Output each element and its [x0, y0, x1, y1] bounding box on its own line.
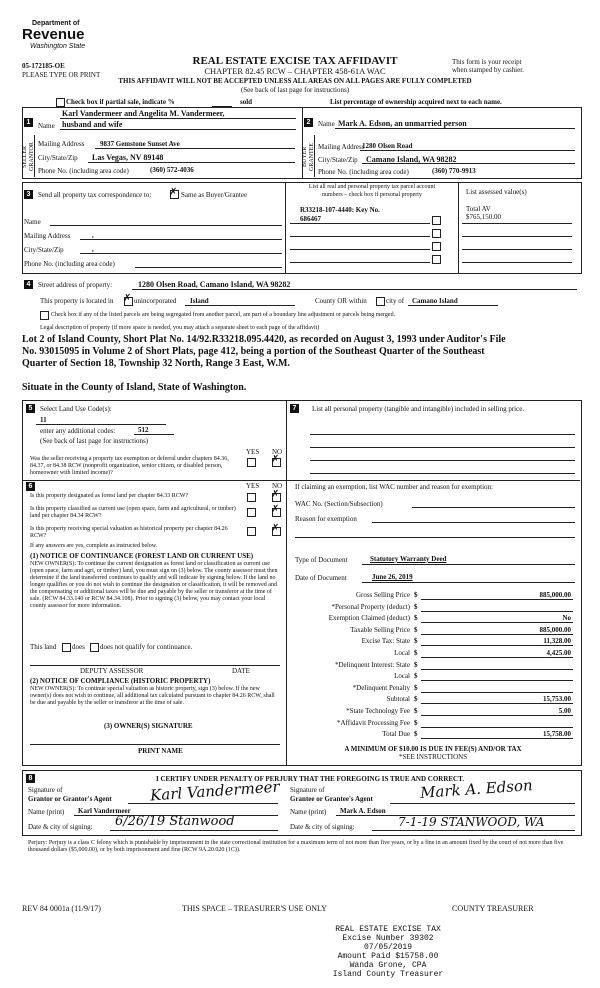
unincorporated-check-mark: ✗ — [123, 293, 132, 304]
section-8-number: 8 — [26, 774, 35, 783]
tax-row — [288, 602, 578, 613]
total-av-value[interactable]: $765,150.00 — [466, 213, 501, 221]
tax-row — [288, 590, 578, 601]
buyer-name[interactable]: Mark A. Edson, an unmarried person — [338, 119, 467, 128]
tax-row — [288, 718, 578, 729]
exemption-yes-checkbox[interactable] — [247, 458, 256, 467]
section-1-number: 1 — [24, 118, 33, 127]
section5-yes-header: YES — [246, 448, 260, 456]
corr-mailing-label: Mailing Address — [24, 232, 71, 240]
total-av-label: Total AV — [466, 205, 491, 213]
buyer-mailing-label: Mailing Address — [318, 143, 365, 151]
tax-row-dollar: $ — [414, 591, 418, 599]
tax-row — [288, 694, 578, 705]
tax-row-value[interactable]: 885,000.00 — [539, 591, 571, 599]
tax-row — [288, 660, 578, 671]
does-not-label: does not qualify for continuance. — [100, 643, 193, 651]
tax-row-dollar: $ — [414, 672, 418, 681]
stamp-line: Island County Treasurer — [332, 970, 444, 979]
minimum-fee-note: A MINIMUM OF $10.00 IS DUE IN FEE(S) AND/OR TAX — [344, 745, 522, 753]
tax-row-dollar: $ — [414, 660, 418, 669]
forest-yes-checkbox[interactable] — [247, 493, 256, 502]
notice-1-title: (1) NOTICE OF CONTINUANCE (FOREST LAND OR CURRENT USE) — [30, 552, 254, 560]
grantor-date-city[interactable]: 6/26/19 Stanwood — [115, 814, 235, 829]
tax-row-label: Taxable Selling Price — [350, 625, 410, 634]
corr-city-value[interactable]: , — [92, 245, 94, 253]
tax-row-label: *State Technology Fee — [346, 707, 410, 715]
does-label: does — [72, 643, 85, 651]
tax-row-label: Gross Selling Price — [355, 591, 410, 599]
parcel-header-2: numbers – check box if personal property — [322, 192, 422, 198]
stamp-line: Wanda Grone, CPA — [349, 961, 427, 970]
tax-row-label: *Delinquent Interest: State — [334, 660, 410, 669]
personal-property-label: List all personal property (tangible and intangible) included in selling price. — [312, 405, 525, 413]
tax-row-label: Local — [394, 649, 410, 657]
grantee-name-label: Name (print) — [290, 808, 327, 816]
legal-desc-line-1[interactable]: Lot 2 of Island County, Short Plat No. 14/92.R33218.095.4420, as recorded on August 3, 1993 under Auditor's File — [22, 334, 506, 345]
situate-line[interactable]: Situate in the County of Island, State of Washington. — [22, 382, 247, 393]
logo-revenue: Revenue — [22, 26, 85, 43]
buyer-phone[interactable]: (360) 770-9913 — [432, 167, 476, 175]
tax-row-label: Total Due — [382, 730, 410, 739]
treasurer-stamp — [318, 925, 458, 979]
grantor-date-label: Date & city of signing: — [28, 823, 93, 831]
treasurer-use-note: THIS SPACE – TREASURER'S USE ONLY — [182, 904, 327, 913]
receipt-note-1: This form is your receipt — [452, 58, 522, 66]
does-checkbox[interactable] — [62, 643, 71, 652]
seller-mailing[interactable]: 9837 Gemstone Sunset Ave — [100, 140, 180, 148]
doc-type-value[interactable]: Statutory Warranty Deed — [370, 555, 447, 563]
receipt-note-2: when stamped by cashier. — [452, 66, 524, 74]
section5-see-back: (See back of last page for instructions) — [40, 437, 149, 445]
forest-no-check-mark: ✗ — [271, 489, 280, 500]
deputy-assessor-label: DEPUTY ASSESSOR — [80, 667, 144, 675]
tax-row — [288, 683, 578, 694]
corr-mailing-value[interactable]: , — [92, 231, 94, 239]
tax-row-value[interactable]: 5.00 — [558, 707, 571, 715]
doc-date-value[interactable]: June 26, 2019 — [372, 573, 413, 581]
tax-row-label: Exemption Claimed (deduct) — [328, 614, 410, 623]
seller-name-label: Name — [38, 122, 55, 130]
stamp-line: 07/05/2019 — [363, 943, 412, 952]
form-id: 05-172185-OE — [22, 62, 65, 70]
rev-form-number: REV 84 0001a (11/9/17) — [22, 904, 101, 913]
tax-row-dollar: $ — [414, 695, 418, 704]
grantee-signature[interactable]: Mark A. Edson — [419, 776, 534, 802]
doc-date-label: Date of Document — [295, 574, 347, 582]
current-use-question: Is this property classified as current use (open space, farm and agricultural, or timber) land per chapter 84.34 RCW? — [30, 506, 236, 519]
tax-row-value[interactable]: 885,000.00 — [539, 625, 571, 634]
historic-no-check-mark: ✗ — [271, 523, 280, 534]
send-correspondence-label: Send all property tax correspondence to: — [38, 191, 152, 199]
grantee-name-print[interactable]: Mark A. Edson — [340, 807, 386, 815]
corr-city-label: City/State/Zip — [24, 246, 64, 254]
tax-row-dollar: $ — [414, 649, 418, 657]
sold-label: sold — [240, 98, 253, 106]
parcel-1-personal-checkbox[interactable] — [432, 216, 441, 225]
tax-row-value[interactable]: No — [562, 614, 571, 623]
legal-desc-line-2[interactable]: No. 93015095 in Volume 2 of Short Plats, page 412, being a portion of the Southeast Quarter of the Southeast — [22, 346, 485, 357]
legal-desc-label: Legal description of property (if more space is needed, you may attach a separate sheet to each page of the affidavit) — [40, 325, 320, 331]
tax-row-dollar: $ — [414, 718, 418, 727]
revenue-logo — [22, 20, 102, 58]
section-6-number: 6 — [26, 482, 35, 491]
buyer-phone-label: Phone No. (including area code) — [318, 168, 409, 176]
city-of-label: city of — [386, 297, 405, 305]
partial-sale-checkbox[interactable] — [56, 98, 65, 107]
additional-codes-value[interactable]: 512 — [138, 426, 149, 434]
tax-row-value[interactable]: 15,753.00 — [543, 695, 571, 704]
certify-statement: I CERTIFY UNDER PENALTY OF PERJURY THAT THE FOREGOING IS TRUE AND CORRECT. — [155, 775, 464, 783]
parcel-header-1: List all real and personal property tax parcel account — [308, 184, 436, 190]
buyer-name-label: Name — [318, 120, 335, 128]
seller-phone[interactable]: (360) 572-4036 — [150, 166, 194, 174]
form-title: REAL ESTATE EXCISE TAX AFFIDAVIT — [192, 55, 398, 67]
see-instructions-note: *SEE INSTRUCTIONS — [398, 753, 468, 761]
wac-label: WAC No. (Section/Subsection) — [295, 500, 383, 508]
section5-no-header: NO — [272, 448, 283, 456]
buyer-city[interactable]: Camano Island, WA 98282 — [366, 155, 457, 164]
segregated-label: Check box if any of the listed parcels are being segregated from another parcel, are part of a boundary line adjustment or parcels being merged. — [51, 312, 396, 318]
notice-1-body: NEW OWNER(S): To continue the current designation as forest land or classification as current use (open space, farm and agri, or timber) land, you must sign on (3) below. The county assessor must then determine if the land transferred continues to qualify and will indicate by signing below. If the land no longer qualifies or you do not wish to continue the designation or classification, it will be removed and the compensating or additional taxes will be due and payable by the seller or transferor at the time of sale. (RCW 84.33.140 or RCW 84.34.108). Prior to signing (3) below, you may contact your local county assessor for more information. — [30, 561, 278, 609]
tax-row — [288, 671, 578, 682]
tax-row — [288, 729, 578, 740]
tax-row-dollar: $ — [414, 614, 418, 623]
tax-row-value[interactable]: 4,425.00 — [546, 649, 571, 657]
grantee-date-label: Date & city of signing: — [290, 823, 355, 831]
seller-name-1[interactable]: Karl Vandermeer and Angelita M. Vandermeer, — [62, 109, 225, 118]
exemption-no-check-mark: ✗ — [271, 454, 280, 465]
tax-row-label: *Affidavit Processing Fee — [337, 718, 410, 727]
section6-yes-header: YES — [246, 482, 260, 490]
tax-row-dollar: $ — [414, 637, 418, 646]
notice-2-body: NEW OWNER(S): To continue special valuation as historic property, sign (3) below. If the new owner(s) does not wish to continue, all additional tax calculated pursuant to chapter 84.26 RCW, shall be due and payable by the seller or transferor at the time of sale. — [30, 686, 275, 706]
tax-row — [288, 625, 578, 636]
owner-signature-label: (3) OWNER(S) SIGNATURE — [104, 722, 193, 730]
grantor-agent-label: Grantor or Grantor's Agent — [28, 795, 112, 803]
buyer-city-label: City/State/Zip — [318, 156, 358, 164]
ownership-list-label: List percentage of ownership acquired next to each name. — [330, 98, 502, 106]
tax-row-label: Local — [394, 672, 410, 681]
tax-row-value[interactable]: 11,328.00 — [543, 637, 571, 646]
see-back-line: (See back of last page for instructions) — [240, 86, 350, 94]
section-5-number: 5 — [26, 404, 35, 413]
parcel-3-personal-checkbox[interactable] — [432, 242, 441, 251]
stamp-line: Amount Paid $15758.00 — [337, 952, 439, 961]
tax-row-dollar: $ — [414, 683, 418, 692]
any-yes-note: If any answers are yes, complete as instructed below. — [30, 543, 158, 549]
tax-row — [288, 706, 578, 717]
tax-row — [288, 648, 578, 659]
grantor-name-print[interactable]: Karl Vandermeer — [78, 807, 131, 815]
forest-question: Is this property designated as forest land per chapter 84.33 RCW? — [30, 493, 189, 499]
tax-row-dollar: $ — [414, 707, 418, 715]
parcel-4-personal-checkbox[interactable] — [432, 255, 441, 264]
corr-phone-label: Phone No. (including area code) — [24, 260, 115, 268]
stamp-line: REAL ESTATE EXCISE TAX — [335, 925, 441, 934]
tax-row-value[interactable]: 15,758.00 — [543, 730, 571, 739]
tax-row-label: Subtotal — [386, 695, 410, 704]
corr-name-label: Name — [24, 218, 41, 226]
unincorporated-label: unincorporated — [134, 297, 177, 305]
seller-city-label: City/State/Zip — [38, 154, 78, 162]
buyer-mailing[interactable]: 1280 Olsen Road — [362, 142, 413, 150]
stamp-line: Excise Number 39302 — [342, 934, 434, 943]
section-3-number: 3 — [24, 190, 33, 199]
city-of-checkbox[interactable] — [376, 297, 385, 306]
deputy-date-label: DATE — [232, 667, 250, 675]
section-7-number: 7 — [290, 404, 299, 413]
tax-row-label: *Personal Property (deduct) — [331, 602, 410, 611]
current-use-no-check-mark: ✗ — [271, 504, 280, 515]
same-as-buyer-label: Same as Buyer/Grantee — [181, 191, 248, 199]
tax-row-dollar: $ — [414, 602, 418, 611]
located-in-label: This property is located in — [40, 297, 114, 305]
segregated-checkbox[interactable] — [40, 311, 49, 320]
parcel-1a[interactable]: R33218-107-4440: Key No. — [300, 206, 380, 214]
reason-label: Reason for exemption — [295, 515, 357, 523]
county-or-within-label: County OR within — [315, 297, 367, 305]
doc-type-label: Type of Document — [295, 556, 348, 564]
legal-desc-line-3[interactable]: Quarter of Section 18, Township 32 North, Range 3 East, W.M. — [22, 358, 290, 369]
tax-row-label: *Delinquent Penalty — [352, 683, 410, 692]
chapter-line: CHAPTER 82.45 RCW – CHAPTER 458-61A WAC — [204, 66, 386, 76]
print-name-label: PRINT NAME — [138, 747, 183, 755]
land-use-value[interactable]: 11 — [40, 416, 47, 424]
exemption-question: Was the seller receiving a property tax exemption or deferral under chapters 84.36, 84.37, or 84.38 RCW (nonprofit organization, senior citizen, or disabled person, homeowner with limited income)? — [30, 456, 229, 476]
historic-question: Is this property receiving special valuation as historical property per chapter 84.26 RCW? — [30, 526, 228, 539]
type-print-note: PLEASE TYPE OR PRINT — [22, 71, 101, 79]
logo-dept: Department of — [32, 20, 80, 27]
perjury-notice: Perjury: Perjury is a class C felony which is punishable by imprisonment in the state correctional institution for a maximum term of not more than five years, or by a fine in an amount fixed by the court of not more than five thousand dollars ($5,000.00), or by both imprisonment and fine (RCW 9A.20.020 (1C)). — [28, 840, 564, 853]
tax-row-dollar: $ — [414, 730, 418, 739]
seller-city[interactable]: Las Vegas, NV 89148 — [92, 153, 164, 162]
city-value[interactable]: Camano Island — [412, 297, 458, 305]
exemption-claim-label: If claiming an exemption, list WAC number and reason for exemption: — [295, 483, 493, 491]
county-treasurer-label: COUNTY TREASURER — [452, 904, 534, 913]
buyer-side-label: BUYER GRANTEE — [302, 143, 315, 171]
seller-phone-label: Phone No. (including area code) — [38, 167, 129, 175]
this-land-label: This land — [30, 643, 57, 651]
parcel-1b[interactable]: 686467 — [300, 215, 321, 223]
grantee-date-city[interactable]: 7-1-19 STANWOOD, WA — [398, 815, 545, 829]
section-2-number: 2 — [304, 118, 313, 127]
logo-state: Washington State — [30, 43, 86, 50]
tax-row — [288, 636, 578, 647]
street-address-label: Street address of property: — [38, 281, 113, 289]
grantee-agent-label: Grantee or Grantee's Agent — [290, 795, 373, 803]
seller-mailing-label: Mailing Address — [38, 140, 85, 148]
section6-no-header: NO — [272, 482, 283, 490]
grantor-name-label: Name (print) — [28, 808, 65, 816]
partial-sale-label: Check box if partial sale, indicate % — [66, 98, 175, 106]
land-use-label: Select Land Use Code(s): — [40, 405, 112, 413]
tax-row — [288, 613, 578, 624]
grantor-signature[interactable]: Karl Vandermeer — [149, 777, 281, 805]
tax-row-dollar: $ — [414, 625, 418, 634]
section-4-number: 4 — [24, 280, 33, 289]
does-not-checkbox[interactable] — [90, 643, 99, 652]
notice-2-title: (2) NOTICE OF COMPLIANCE (HISTORIC PROPERTY) — [30, 677, 211, 685]
assessed-header: List assessed value(s) — [466, 188, 527, 196]
current-use-yes-checkbox[interactable] — [247, 508, 256, 517]
additional-codes-label: enter any additional codes: — [40, 427, 116, 435]
same-as-buyer-check-mark: ✗ — [169, 187, 178, 198]
tax-row-label: Excise Tax: State — [361, 637, 410, 646]
street-address[interactable]: 1280 Olsen Road, Camano Island, WA 98282 — [138, 280, 291, 289]
sig-of-left-label: Signature of — [28, 786, 63, 794]
seller-side-label: SELLER GRANTOR — [22, 142, 35, 172]
county-value[interactable]: Island — [190, 297, 209, 305]
seller-name-2[interactable]: husband and wife — [62, 120, 123, 129]
sig-of-right-label: Signature of — [290, 786, 325, 794]
historic-yes-checkbox[interactable] — [247, 527, 256, 536]
warning-line: THIS AFFIDAVIT WILL NOT BE ACCEPTED UNLESS ALL AREAS ON ALL PAGES ARE FULLY COMPLETED — [118, 77, 472, 85]
parcel-2-personal-checkbox[interactable] — [432, 229, 441, 238]
